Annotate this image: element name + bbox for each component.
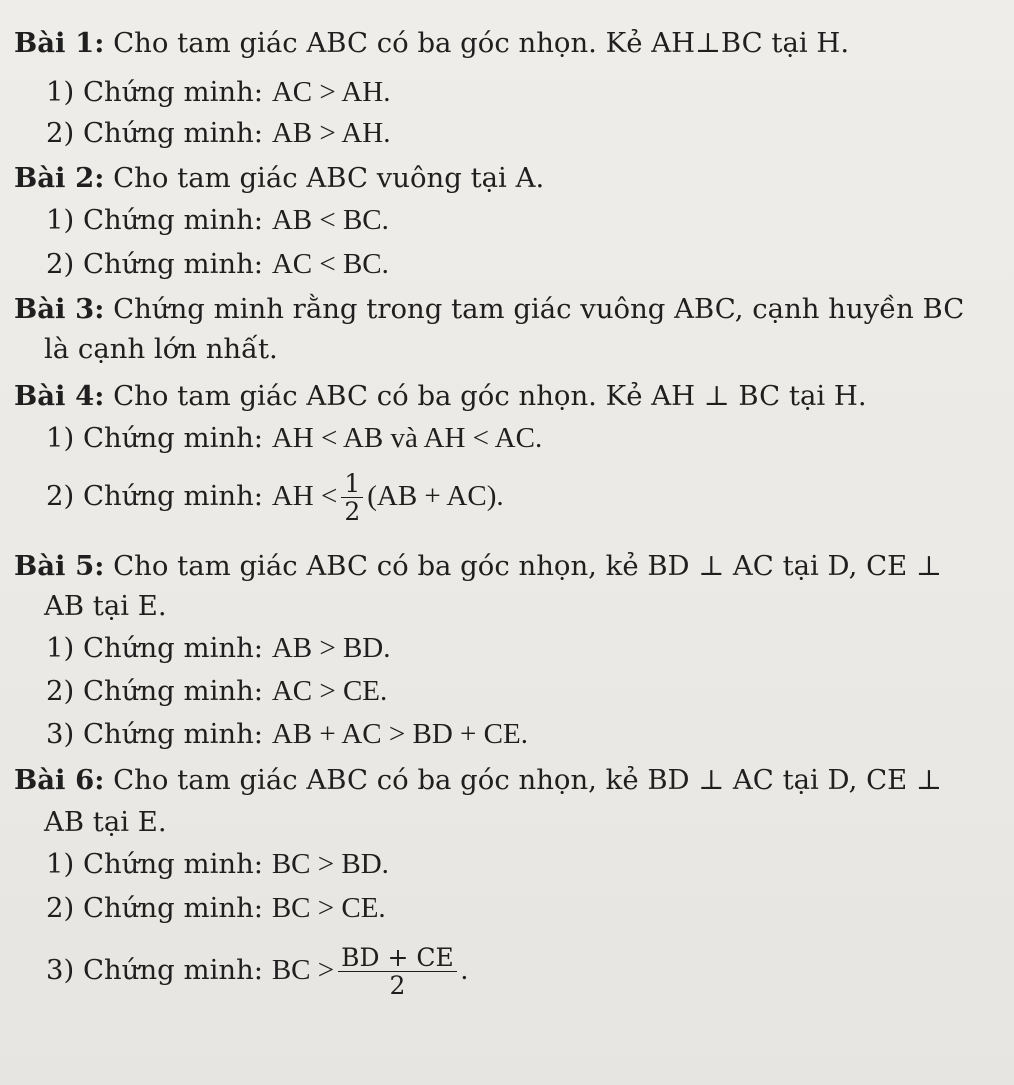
item-prefix: Chứng minh: bbox=[82, 892, 264, 924]
item-math: AH < AB và AH < AC. bbox=[271, 422, 543, 454]
item-prefix: Chứng minh: bbox=[82, 76, 264, 108]
problem-6-continuation bbox=[14, 801, 1004, 843]
problem-text: Cho tam giác ABC có ba góc nhọn. Kẻ AH ⊥ BC tại H. bbox=[113, 380, 867, 412]
problem-1-item-1 bbox=[46, 72, 391, 112]
problem-text: Chứng minh rằng trong tam giác vuông ABC, cạnh huyền BC bbox=[113, 293, 965, 325]
problem-5-item-2 bbox=[46, 671, 387, 711]
item-math: BC > CE. bbox=[271, 892, 386, 924]
fraction-numerator: 1 bbox=[341, 470, 363, 498]
problem-label: Bài 5: bbox=[14, 550, 105, 582]
fraction bbox=[338, 944, 457, 999]
item-math: AB < BC. bbox=[271, 204, 389, 236]
fraction bbox=[341, 470, 363, 525]
problem-label: Bài 4: bbox=[14, 380, 105, 412]
problem-2 bbox=[14, 157, 1004, 199]
problem-1 bbox=[14, 22, 1004, 64]
item-math: AC > AH. bbox=[271, 76, 391, 108]
item-prefix: Chứng minh: bbox=[82, 248, 264, 280]
item-prefix: Chứng minh: bbox=[82, 117, 264, 149]
item-prefix: Chứng minh: bbox=[82, 675, 264, 707]
problem-3 bbox=[14, 288, 1004, 330]
item-prefix: Chứng minh: bbox=[82, 632, 264, 664]
problem-text-continued: là cạnh lớn nhất. bbox=[44, 333, 278, 365]
item-number: 2) bbox=[46, 117, 75, 149]
problem-2-item-1 bbox=[46, 200, 389, 240]
problem-1-item-2 bbox=[46, 113, 391, 153]
item-math-right: . bbox=[460, 954, 469, 986]
problem-5-item-1 bbox=[46, 628, 391, 668]
problem-6-item-2 bbox=[46, 888, 386, 928]
problem-5 bbox=[14, 545, 1004, 587]
problem-3-continuation bbox=[14, 328, 1004, 370]
item-math: AB + AC > BD + CE. bbox=[271, 718, 528, 750]
problem-6 bbox=[14, 759, 1004, 801]
problem-text-continued: AB tại E. bbox=[44, 590, 167, 622]
item-number: 2) bbox=[46, 675, 75, 707]
item-math-left: AH < bbox=[271, 480, 338, 512]
item-number: 2) bbox=[46, 480, 75, 512]
problem-6-item-3 bbox=[46, 944, 468, 999]
problem-label: Bài 6: bbox=[14, 764, 105, 796]
item-number: 2) bbox=[46, 892, 75, 924]
item-number: 3) bbox=[46, 718, 75, 750]
item-number: 3) bbox=[46, 954, 75, 986]
fraction-denominator: 2 bbox=[344, 497, 361, 526]
item-number: 1) bbox=[46, 632, 75, 664]
item-math: AC < BC. bbox=[271, 248, 389, 280]
problem-text: Cho tam giác ABC có ba góc nhọn, kẻ BD ⊥ AC tại D, CE ⊥ bbox=[113, 550, 942, 582]
item-math: BC > BD. bbox=[271, 848, 389, 880]
item-math: AC > CE. bbox=[271, 675, 388, 707]
problem-5-item-3 bbox=[46, 714, 528, 754]
item-math: AB > AH. bbox=[271, 117, 391, 149]
item-number: 1) bbox=[46, 848, 75, 880]
problem-label: Bài 3: bbox=[14, 293, 105, 325]
item-prefix: Chứng minh: bbox=[82, 718, 264, 750]
item-number: 1) bbox=[46, 204, 75, 236]
item-math-left: BC > bbox=[271, 954, 335, 986]
fraction-numerator: BD + CE bbox=[338, 944, 457, 972]
problem-2-item-2 bbox=[46, 244, 389, 284]
item-prefix: Chứng minh: bbox=[82, 954, 264, 986]
problem-label: Bài 1: bbox=[14, 27, 105, 59]
problem-4-item-2 bbox=[46, 470, 504, 525]
item-math-right: (AB + AC). bbox=[367, 480, 504, 512]
problem-6-item-1 bbox=[46, 844, 389, 884]
item-prefix: Chứng minh: bbox=[82, 480, 264, 512]
problem-text: Cho tam giác ABC có ba góc nhọn. Kẻ AH⊥BC tại H. bbox=[113, 27, 850, 59]
item-prefix: Chứng minh: bbox=[82, 422, 264, 454]
item-prefix: Chứng minh: bbox=[82, 204, 264, 236]
item-prefix: Chứng minh: bbox=[82, 848, 264, 880]
problem-label: Bài 2: bbox=[14, 162, 105, 194]
problem-text: Cho tam giác ABC có ba góc nhọn, kẻ BD ⊥ AC tại D, CE ⊥ bbox=[113, 764, 942, 796]
problem-4-item-1 bbox=[46, 418, 542, 458]
problem-text: Cho tam giác ABC vuông tại A. bbox=[113, 162, 545, 194]
problem-4 bbox=[14, 375, 1004, 417]
item-math: AB > BD. bbox=[271, 632, 391, 664]
item-number: 1) bbox=[46, 422, 75, 454]
problem-5-continuation bbox=[14, 585, 1004, 627]
problem-text-continued: AB tại E. bbox=[44, 806, 167, 838]
item-number: 1) bbox=[46, 76, 75, 108]
item-number: 2) bbox=[46, 248, 75, 280]
fraction-denominator: 2 bbox=[389, 971, 406, 1000]
